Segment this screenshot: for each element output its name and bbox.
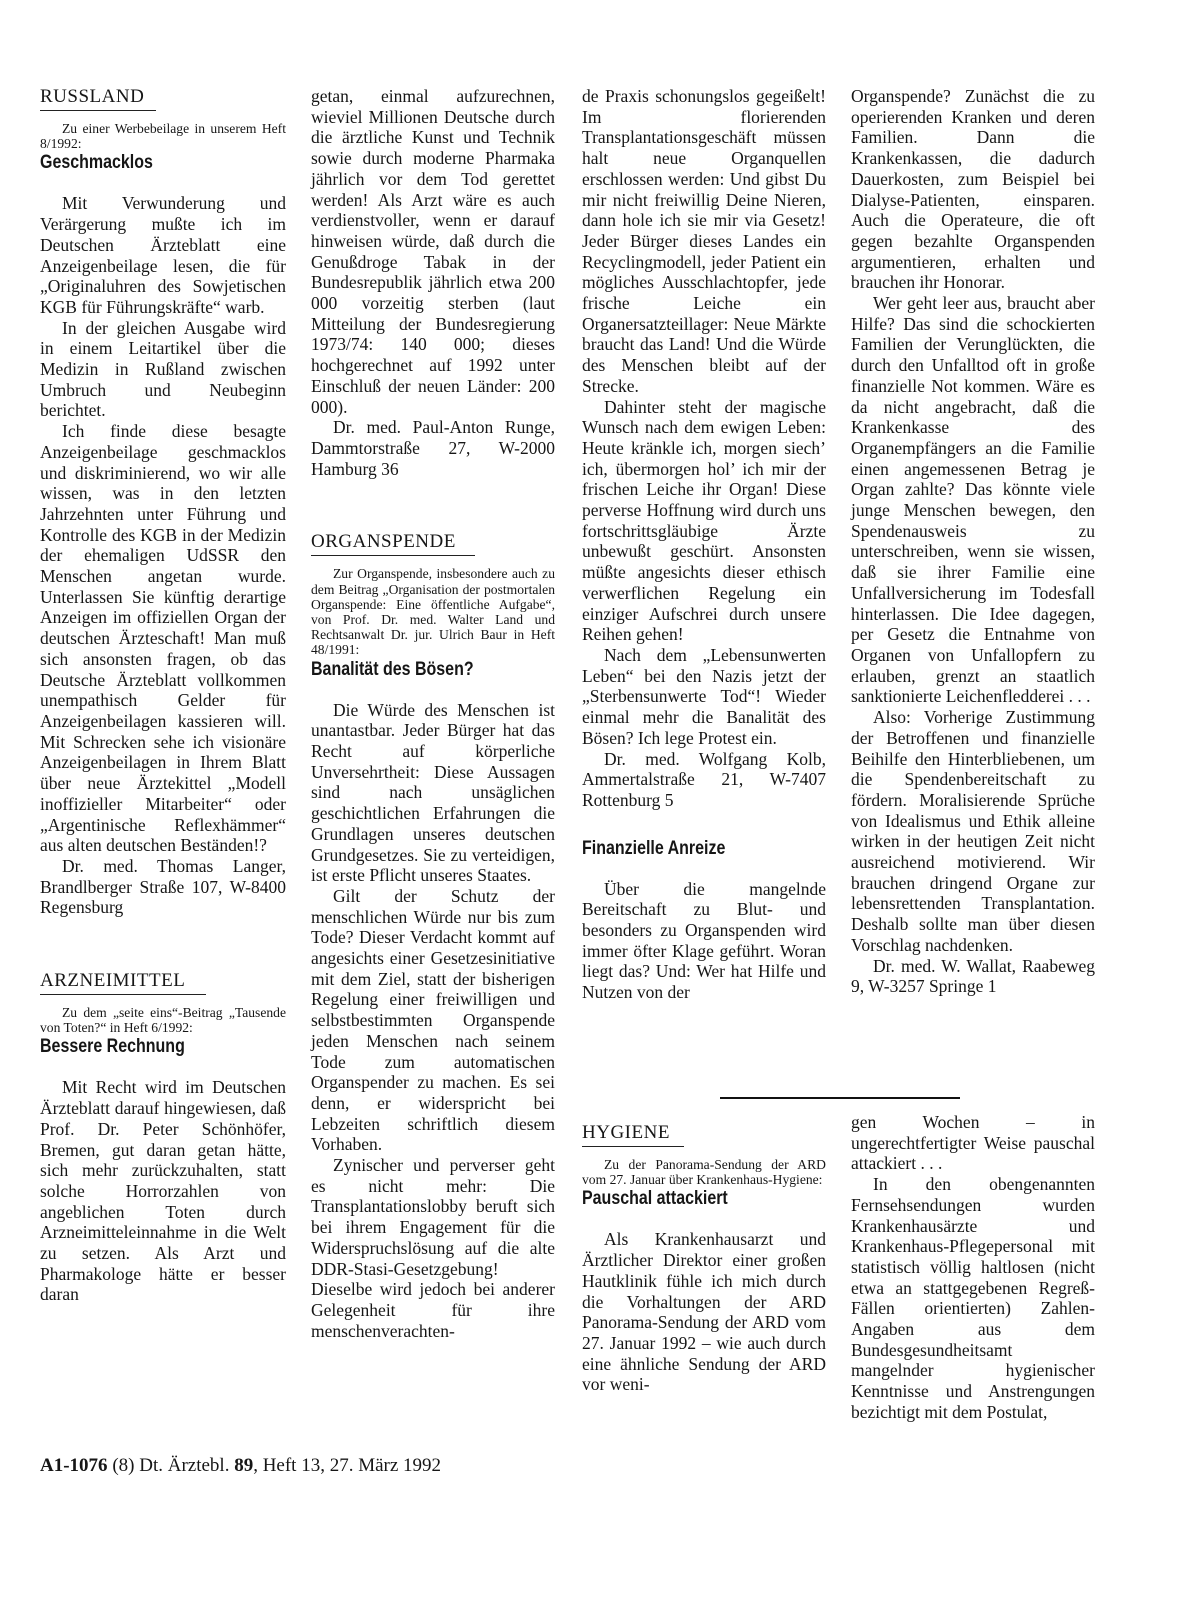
spacer: [582, 811, 826, 837]
paragraph: Also: Vorherige Zustimmung der Betroffenen und finanzielle Beihilfe den Hinterbliebenen, um die Spendenbereitschaft zu fördern. Moralisierende Sprüche von Idealismus und Ethik alleine wirken in der heutigen Zeit nicht ausreichend motivierend. Wir brauchen dringend Organe zur lebensrettenden Transplantation. Deshalb sollte man über diesen Vorschlag nachdenken.: [851, 707, 1095, 955]
letter-headline-finanzielle-anreize: Finanzielle Anreize: [582, 836, 726, 859]
letter-headline-banalitaet: Banalität des Bösen?: [311, 657, 474, 680]
section-rule: [582, 1146, 684, 1147]
section-title-russland: RUSSLAND: [40, 86, 145, 107]
column-3-lower: [582, 1122, 826, 1395]
column-4: [851, 86, 1095, 997]
paragraph: In der gleichen Ausgabe wird in einem Leitartikel über die Medizin in Rußland zwischen Umbruch und Neubeginn berichtet.: [40, 317, 286, 421]
letter-headline-pauschal-attackiert: Pauschal attackiert: [582, 1187, 728, 1210]
paragraph: Die Würde des Menschen ist unantastbar. Jeder Bürger hat das Recht auf körperliche Unversehrtheit: Diese Aussagen sind nach unsäglichen geschichtlichen Erfahrungen die Grundlagen unseres deutschen Grundgesetzes. Sie zu verteidigen, ist erste Pflicht unseres Staates.: [311, 699, 555, 886]
paragraph: Über die mangelnde Bereitschaft zu Blut- und besonders zu Organspenden wird immer öfter Klage geführt. Woran liegt das? Und: Wer hat Hilfe und Nutzen von der: [582, 878, 826, 1003]
paragraph: Ich finde diese besagte Anzeigenbeilage geschmacklos und diskriminierend, wo wir alle wissen, was in den letzten Jahrzehnten unter Führung und Kontrolle des KGB in der Medizin der ehemaligen UdSSR den Menschen angetan wurde. Unterlassen Sie künftig derartige Anzeigen im offiziellen Organ der deutschen Ärzteschaft! Man muß sich ansonsten fragen, ob das Deutsche Ärzteblatt vollkommen unempathisch Gelder für Anzeigenbeilagen kassieren will. Mit Schrecken sehe ich visionäre Anzeigenbeilagen in Ihrem Blatt über neue Ärztekittel „Modell inoffizieller Mitarbeiter“ oder „Argentinische Reflexhämmer“ aus alten deutschen Beständen!?: [40, 421, 286, 856]
letter-intro: Zur Organspende, insbesondere auch zu dem Beitrag „Organisation der postmortalen Organspende: Eine öffentliche Aufgabe“, von Prof. Dr. med. Walter Land und Rechtsanwalt Dr. jur. Ulrich Baur in Heft 48/1991:: [311, 566, 555, 658]
paragraph-continued: de Praxis schonungslos gegeißelt! Im florierenden Transplantationsgeschäft müssen halt neue Organquellen erschlossen werden: Und gibst Du mir nicht freiwillig Deine Nieren, dann hole ich sie mir via Gesetz! Jeder Bürger dieses Landes ein Recyclingmodell, jeder Patient ein mögliches Ausschlachtopfer, jede frische Leiche ein Organersatzteillager: Neue Märkte braucht das Land! Und die Würde des Menschen bleibt auf der Strecke.: [582, 86, 826, 396]
footer-journal: (8) Dt. Ärztebl.: [112, 1455, 230, 1476]
paragraph-continued: Organspende? Zunächst die zu operierenden Kranken und deren Familien. Dann die Krankenkassen, die dadurch Dauerkosten, zum Beispiel bei Dialyse-Patienten, einsparen. Auch die Operateure, die oft gegen bezahlte Organspenden argumentieren, erhalten und brauchen ihr Honorar.: [851, 86, 1095, 293]
paragraph: Gilt der Schutz der menschlichen Würde nur bis zum Tode? Dieser Verdacht kommt auf angesichts einer Gesetzesinitiative mit dem Ziel, statt der bisherigen Regelung einer freiwilligen und selbstbestimmten Organspende jeden Menschen nach seinem Tode zum automatischen Organspender zu machen. Es sei denn, er widerspricht bei Lebzeiten schriftlich diesem Vorhaben.: [311, 885, 555, 1155]
letter-intro: Zu der Panorama-Sendung der ARD vom 27. Januar über Krankenhaus-Hygiene:: [582, 1157, 826, 1188]
footer-issue: , Heft 13, 27. März 1992: [253, 1455, 442, 1476]
footer-volume: 89: [234, 1455, 254, 1476]
paragraph: Wer geht leer aus, braucht aber Hilfe? Das sind die schockierten Familien der Verunglückten, die durch den Unfalltod oft in große finanzielle Not kommen. Wäre es da nicht angebracht, daß die Krankenkasse des Organempfängers an die Familie einen angemessenen Betrag je Organ zahlte? Das könnte viele junge Menschen bewegen, den Spendenausweis zu unterschreiben, wenn sie wissen, daß sie ihrer Familie eine Unfallversicherung im Todesfall hinterlassen. Die Idee dagegen, per Gesetz die Entnahme von Organen von Unfallopfern zu erlauben, grenzt an staatlich sanktionierte Leichenfledderei . . .: [851, 293, 1095, 707]
paragraph: Mit Recht wird im Deutschen Ärzteblatt darauf hingewiesen, daß Prof. Dr. Peter Schönhöfer, Bremen, gut daran getan hätte, sich mehr zurückzuhalten, statt solche Horrorzahlen von angeblichen Toten durch Arzneimitteleinnahme in die Welt zu setzen. Als Arzt und Pharmakologe hätte er besser daran: [40, 1077, 286, 1305]
column-3-upper: [582, 86, 826, 1096]
paragraph: Mit Verwunderung und Verärgerung mußte ich im Deutschen Ärzteblatt eine Anzeigenbeilage lesen, die für „Originaluhren des Sowjetischen KGB für Führungskräfte“ warb.: [40, 193, 286, 317]
paragraph-continued: gen Wochen – in ungerechtfertigter Weise pauschal attackiert . . .: [851, 1112, 1095, 1174]
section-title-arzneimittel: ARZNEIMITTEL: [40, 970, 186, 992]
column-2: [311, 86, 555, 1341]
spacer: [40, 918, 286, 970]
page-footer: [40, 1455, 441, 1477]
paragraph-continued: getan, einmal aufzurechnen, wieviel Millionen Deutsche durch die ärztliche Kunst und Technik sowie durch moderne Pharmaka jährlich vor dem Tod gerettet werden! Als Arzt wäre es auch verdienstvoller, wenn er darauf hinweisen würde, daß durch die Genußdroge Tabak in der Bundesrepublik jährlich etwa 200 000 vorzeitig sterben (laut Mitteilung der Bundesregierung 1973/74: 140 000; dieses hochgerechnet auf 1992 unter Einschluß der neuen Länder: 200 000).: [311, 86, 555, 417]
letter-signature: Dr. med. Paul-Anton Runge, Dammtorstraße 27, W-2000 Hamburg 36: [311, 417, 555, 479]
paragraph: In den obengenannten Fernsehsendungen wurden Krankenhausärzte und Krankenhaus-Pflegepersonal mit statistisch völlig haltlosen (nicht etwa an stattgegebenen Regreß-Fällen orientierten) Zahlen-Angaben aus dem Bundesgesundheitsamt mangelnder hygienischer Kenntnisse und Anstrengungen bezichtigt mit dem Postulat,: [851, 1174, 1095, 1422]
spacer: [311, 479, 555, 531]
separator-rule: [720, 1097, 960, 1099]
page-number: A1-1076: [40, 1455, 108, 1476]
column-3: [582, 86, 826, 1096]
paragraph: Zynischer und perverser geht es nicht mehr: Die Transplantationslobby beruft sich bei ihrem Engagement für die Widerspruchslösung auf die alte DDR-Stasi-Gesetzgebung! Dieselbe wird jedoch bei anderer Gelegenheit für ihre menschenverachten-: [311, 1155, 555, 1341]
letter-signature: Dr. med. Thomas Langer, Brandlberger Straße 107, W-8400 Regensburg: [40, 855, 286, 918]
letter-headline-bessere-rechnung: Bessere Rechnung: [40, 1035, 185, 1058]
letter-signature: Dr. med. W. Wallat, Raabeweg 9, W-3257 Springe 1: [851, 955, 1095, 997]
letter-intro: Zu einer Werbebeilage in unserem Heft 8/1992:: [40, 121, 286, 152]
column-4-lower: [851, 1112, 1095, 1423]
section-rule: [40, 110, 156, 111]
letter-headline-geschmacklos: Geschmacklos: [40, 151, 153, 174]
column-1: [40, 86, 286, 1305]
section-title-organspende: ORGANSPENDE: [311, 531, 456, 553]
section-rule: [311, 555, 475, 556]
letter-signature: Dr. med. Wolfgang Kolb, Ammertalstraße 21, W-7407 Rottenburg 5: [582, 748, 826, 810]
paragraph: Als Krankenhausarzt und Ärztlicher Direktor einer großen Hautklinik fühle ich mich durch die Vorhaltungen der ARD Panorama-Sendung der ARD vom 27. Januar 1992 – wie auch durch eine ähnliche Sendung der ARD vor weni-: [582, 1229, 826, 1395]
paragraph: Dahinter steht der magische Wunsch nach dem ewigen Leben: Heute kränkle ich, morgen siech’ ich, übermorgen hol’ ich mir der frischen Leiche ihr Organ! Diese perverse Hoffnung wird durch uns fortschrittsgläubige Ärzte unbewußt geschürt. Ansonsten müßte angesichts dieser ethisch verwerflichen Regelung ein einziger Aufschrei durch unsere Reihen gehen!: [582, 396, 826, 645]
letter-intro: Zu dem „seite eins“-Beitrag „Tausende von Toten?“ in Heft 6/1992:: [40, 1005, 286, 1036]
section-title-hygiene: HYGIENE: [582, 1122, 670, 1143]
paragraph: Nach dem „Lebensunwerten Leben“ bei den Nazis jetzt der „Sterbensunwerte Tod“! Wieder einmal mehr die Banalität des Bösen? Ich lege Protest ein.: [582, 644, 826, 748]
section-rule: [40, 994, 206, 995]
